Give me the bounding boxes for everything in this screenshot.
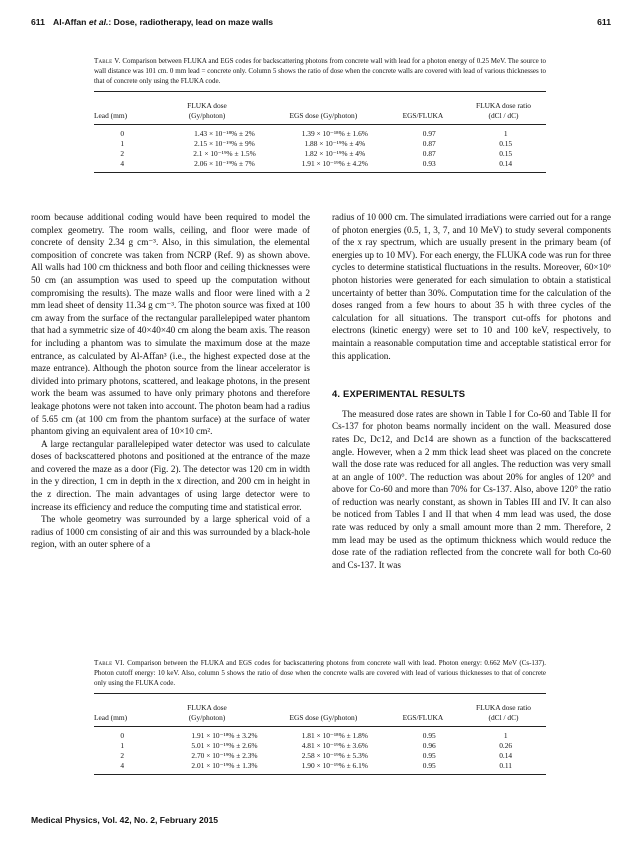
table-row bbox=[94, 751, 546, 761]
table-cell-lead: 0 bbox=[120, 129, 125, 138]
table-cell-ratio: 1 bbox=[503, 731, 508, 740]
table-cell-egs: 1.90 × 10⁻¹⁹% ± 6.1% bbox=[301, 761, 368, 770]
table-6-mid-rule bbox=[94, 726, 546, 727]
table-cell-ratio: 0.15 bbox=[499, 149, 513, 158]
table-cell-egs: 4.81 × 10⁻¹⁹% ± 3.6% bbox=[301, 741, 368, 750]
col-dose-ratio: FLUKA dose ratio (dCl / dC) bbox=[475, 101, 531, 120]
page-number-right: 611 bbox=[597, 17, 611, 27]
table-5-body bbox=[94, 129, 546, 169]
table-cell-ratio: 1 bbox=[503, 129, 508, 138]
table-cell-lead: 2 bbox=[120, 751, 125, 760]
table-5-caption-text: Comparison between FLUKA and EGS codes for backscattering photons from concrete wall with lead for a photon energy of 0.25 MeV. The source to wall distance was 101 cm. 0 mm lead = concrete only. Column 5 shows the ratio of dose when the concrete walls are covered with lead of various thicknesses to that of concrete only using the FLUKA code. bbox=[94, 57, 546, 85]
table-row bbox=[94, 761, 546, 771]
table-cell-ratio: 0.26 bbox=[499, 741, 513, 750]
table-row bbox=[94, 159, 546, 169]
table-cell-ratio: 0.15 bbox=[499, 139, 513, 148]
running-title bbox=[53, 17, 273, 27]
table-row bbox=[94, 741, 546, 751]
table-cell-lead: 1 bbox=[120, 741, 125, 750]
et-al: et al. bbox=[88, 17, 109, 27]
table-cell-egs-fluka: 0.87 bbox=[422, 139, 436, 148]
col-dose-ratio: FLUKA dose ratio (dCl / dC) bbox=[475, 703, 531, 722]
table-cell-egs: 1.81 × 10⁻¹⁸% ± 1.8% bbox=[301, 731, 368, 740]
table-cell-fluka: 2.01 × 10⁻¹⁹% ± 1.3% bbox=[191, 761, 258, 770]
table-cell-egs-fluka: 0.97 bbox=[422, 129, 436, 138]
table-cell-lead: 4 bbox=[120, 761, 125, 770]
col-fluka: FLUKA dose (Gy/photon) bbox=[187, 101, 227, 120]
table-6-caption-text: Comparison between the FLUKA and EGS codes for backscattering photons from concrete wall with lead. Photon energy: 0.662 MeV (Cs-137). Photon cutoff energy: 10 keV. Also, column 5 shows the ratio of dose when the concrete walls are covered with lead of various thicknesses to that of concrete only using the FLUKA code. bbox=[94, 659, 547, 687]
table-row bbox=[94, 731, 546, 741]
table-5-grid bbox=[94, 101, 546, 121]
table-cell-egs-fluka: 0.87 bbox=[422, 149, 436, 158]
table-5-caption bbox=[94, 56, 546, 86]
table-cell-egs: 1.88 × 10⁻¹⁹% ± 4% bbox=[304, 139, 366, 148]
table-row bbox=[94, 149, 546, 159]
col-egs: EGS dose (Gy/photon) bbox=[289, 111, 358, 120]
table-6-grid bbox=[94, 703, 546, 723]
table-cell-lead: 0 bbox=[120, 731, 125, 740]
table-cell-fluka: 2.1 × 10⁻¹⁹% ± 1.5% bbox=[193, 149, 256, 158]
table-5-mid-rule bbox=[94, 124, 546, 125]
table-cell-egs: 1.82 × 10⁻¹⁹% ± 4% bbox=[304, 149, 366, 158]
table-header-row bbox=[94, 101, 546, 121]
table-cell-ratio: 0.14 bbox=[499, 751, 513, 760]
table-cell-egs: 1.39 × 10⁻¹⁸% ± 1.6% bbox=[301, 129, 368, 138]
table-cell-lead: 1 bbox=[120, 139, 125, 148]
table-cell-ratio: 0.14 bbox=[499, 159, 513, 168]
paragraph: room because additional coding would have been required to model the complex geometry. The room walls, ceiling, and floor were made of concrete of density 2.34 g cm⁻³. Also, in this simulation, the elemental composition of concrete was taken from NCRP (Ref. 9) as shown above. All walls had 100 cm thickness and both floor and ceiling thicknesses were 50 cm (an assumption was used to speed up the computation without compromising the results). The maze walls and floor were lined with a 2 mm lead sheet of density 11.34 g cm⁻³. The photon source was fixed at 100 cm away from the surface of the rectangular parallelepiped water phantom that had a symmetric size of 40×40×40 cm along the beam axis. The reason for including a phantom was to simulate the maximum dose at the maze entrance, as calculated by Al-Affan³ (i.e., the highest expected dose at the maze entrance). Although the photon source from the linear accelerator is divided into primary photons, scattered, and leakage photons, in the present work the beam was assumed to have only primary photons and therefore leakage photons were not taken into account. The photon beam had a radius of 5.65 cm (at 100 cm from the phantom surface) at the surface of water phantom giving an equivalent area of 10×10 cm². bbox=[31, 212, 310, 437]
table-cell-fluka: 2.06 × 10⁻¹⁹% ± 7% bbox=[194, 159, 255, 168]
table-6-body bbox=[94, 731, 546, 771]
table-5-bottom-rule bbox=[94, 172, 546, 173]
section-heading: 4. EXPERIMENTAL RESULTS bbox=[332, 388, 466, 400]
author-name: Al-Affan bbox=[53, 17, 87, 27]
table-row bbox=[94, 139, 546, 149]
table-5-top-rule bbox=[94, 91, 546, 92]
paragraph: radius of 10 000 cm. The simulated irradiations were carried out for a range of photon energies (0.5, 1, 3, 7, and 10 MeV) to study several components of the x ray spectrum, which are usually present in the primary beam (of energies up to 10 MV). For each energy, the FLUKA code was run for three cycles to determine statistical fluctuations in the results. Moreover, 60×10⁶ photon histories were generated for each simulation to obtain a statistical uncertainty of better than 30%. Computation time for the calculation of the doses ranged from a few hours to about 35 h with three cycles of the calculation for all situations. The transport cut-offs for photons and electrons (kinetic energy) were set to 10 and 100 keV, respectively, to maintain a reasonable computation time and acceptable statistical error for this application. bbox=[332, 212, 611, 361]
table-5-label: Table V. bbox=[94, 57, 121, 65]
table-row bbox=[94, 129, 546, 139]
paragraph: The measured dose rates are shown in Table I for Co-60 and Table II for Cs-137 for photon beams normally incident on the wall. Measured dose rates Dc, Dc12, and Dc14 are shown as a function of the backscattered angle. However, when a 2 mm thick lead sheet was placed on the concrete wall the dose rate was reduced for all angles. The reduction was very small at an angle of 100°. The reduction was about 20% for angles of 120° and above for Co-60 and more than 70% for Cs-137. Also, above 120° the ratio of reduction was nearly constant, as shown in Tables III and IV. It can also be noticed from Tables I and II that when 4 mm lead was used, the dose rate was reduced by only a small amount more than 2 mm. Therefore, 2 mm lead may be used as the optimum thickness which would reduce the dose rate of the radiation reflected from the concrete wall for both Co-60 and Cs-137. It was bbox=[332, 408, 611, 570]
title-text: : Dose, radiotherapy, lead on maze walls bbox=[108, 17, 274, 27]
table-cell-egs-fluka: 0.93 bbox=[422, 159, 436, 168]
table-cell-fluka: 1.43 × 10⁻¹⁸% ± 2% bbox=[194, 129, 255, 138]
table-cell-egs: 1.91 × 10⁻¹⁹% ± 4.2% bbox=[301, 159, 368, 168]
table-cell-egs-fluka: 0.95 bbox=[422, 751, 436, 760]
col-fluka: FLUKA dose (Gy/photon) bbox=[187, 703, 227, 722]
table-cell-fluka: 2.15 × 10⁻¹⁹% ± 9% bbox=[194, 139, 255, 148]
table-cell-egs-fluka: 0.95 bbox=[422, 761, 436, 770]
col-lead: Lead (mm) bbox=[94, 111, 128, 120]
right-column bbox=[332, 211, 611, 571]
col-egs-fluka: EGS/FLUKA bbox=[402, 713, 444, 722]
left-column bbox=[31, 211, 310, 551]
table-6-top-rule bbox=[94, 693, 546, 694]
table-cell-egs-fluka: 0.95 bbox=[422, 731, 436, 740]
table-cell-ratio: 0.11 bbox=[499, 761, 512, 770]
running-header bbox=[31, 17, 611, 31]
table-cell-fluka: 5.01 × 10⁻¹⁹% ± 2.6% bbox=[191, 741, 258, 750]
table-6 bbox=[94, 658, 546, 775]
paragraph: The whole geometry was surrounded by a large spherical void of a radius of 1000 cm consisting of air and this was surrounded by a black-hole region, with an outer sphere of a bbox=[31, 514, 310, 550]
paragraph: A large rectangular parallelepiped water detector was used to calculate doses of backscattered photons and positioned at the entrance of the maze and covered the maze as a door (Fig. 2). The detector was 120 cm in width in the y direction, 1 cm in depth in the x direction, and 200 cm in height in the z direction. The main advantages of using large detector were to increase its efficiency and reduce the computing time and statistical error. bbox=[31, 438, 310, 512]
table-cell-egs-fluka: 0.96 bbox=[422, 741, 436, 750]
table-cell-lead: 4 bbox=[120, 159, 125, 168]
table-6-bottom-rule bbox=[94, 774, 546, 775]
col-egs-fluka: EGS/FLUKA bbox=[402, 111, 444, 120]
table-cell-fluka: 2.70 × 10⁻¹⁹% ± 2.3% bbox=[191, 751, 258, 760]
table-cell-lead: 2 bbox=[120, 149, 125, 158]
col-lead: Lead (mm) bbox=[94, 713, 128, 722]
journal-footer: Medical Physics, Vol. 42, No. 2, February 2015 bbox=[31, 815, 219, 825]
table-6-caption bbox=[94, 658, 546, 688]
table-cell-fluka: 1.91 × 10⁻¹⁸% ± 3.2% bbox=[191, 731, 258, 740]
table-cell-egs: 2.58 × 10⁻¹⁹% ± 5.3% bbox=[301, 751, 368, 760]
col-egs: EGS dose (Gy/photon) bbox=[289, 713, 358, 722]
table-5 bbox=[94, 56, 546, 173]
table-6-label: Table VI. bbox=[94, 659, 125, 667]
page-number-left: 611 bbox=[31, 17, 45, 27]
table-header-row bbox=[94, 703, 546, 723]
